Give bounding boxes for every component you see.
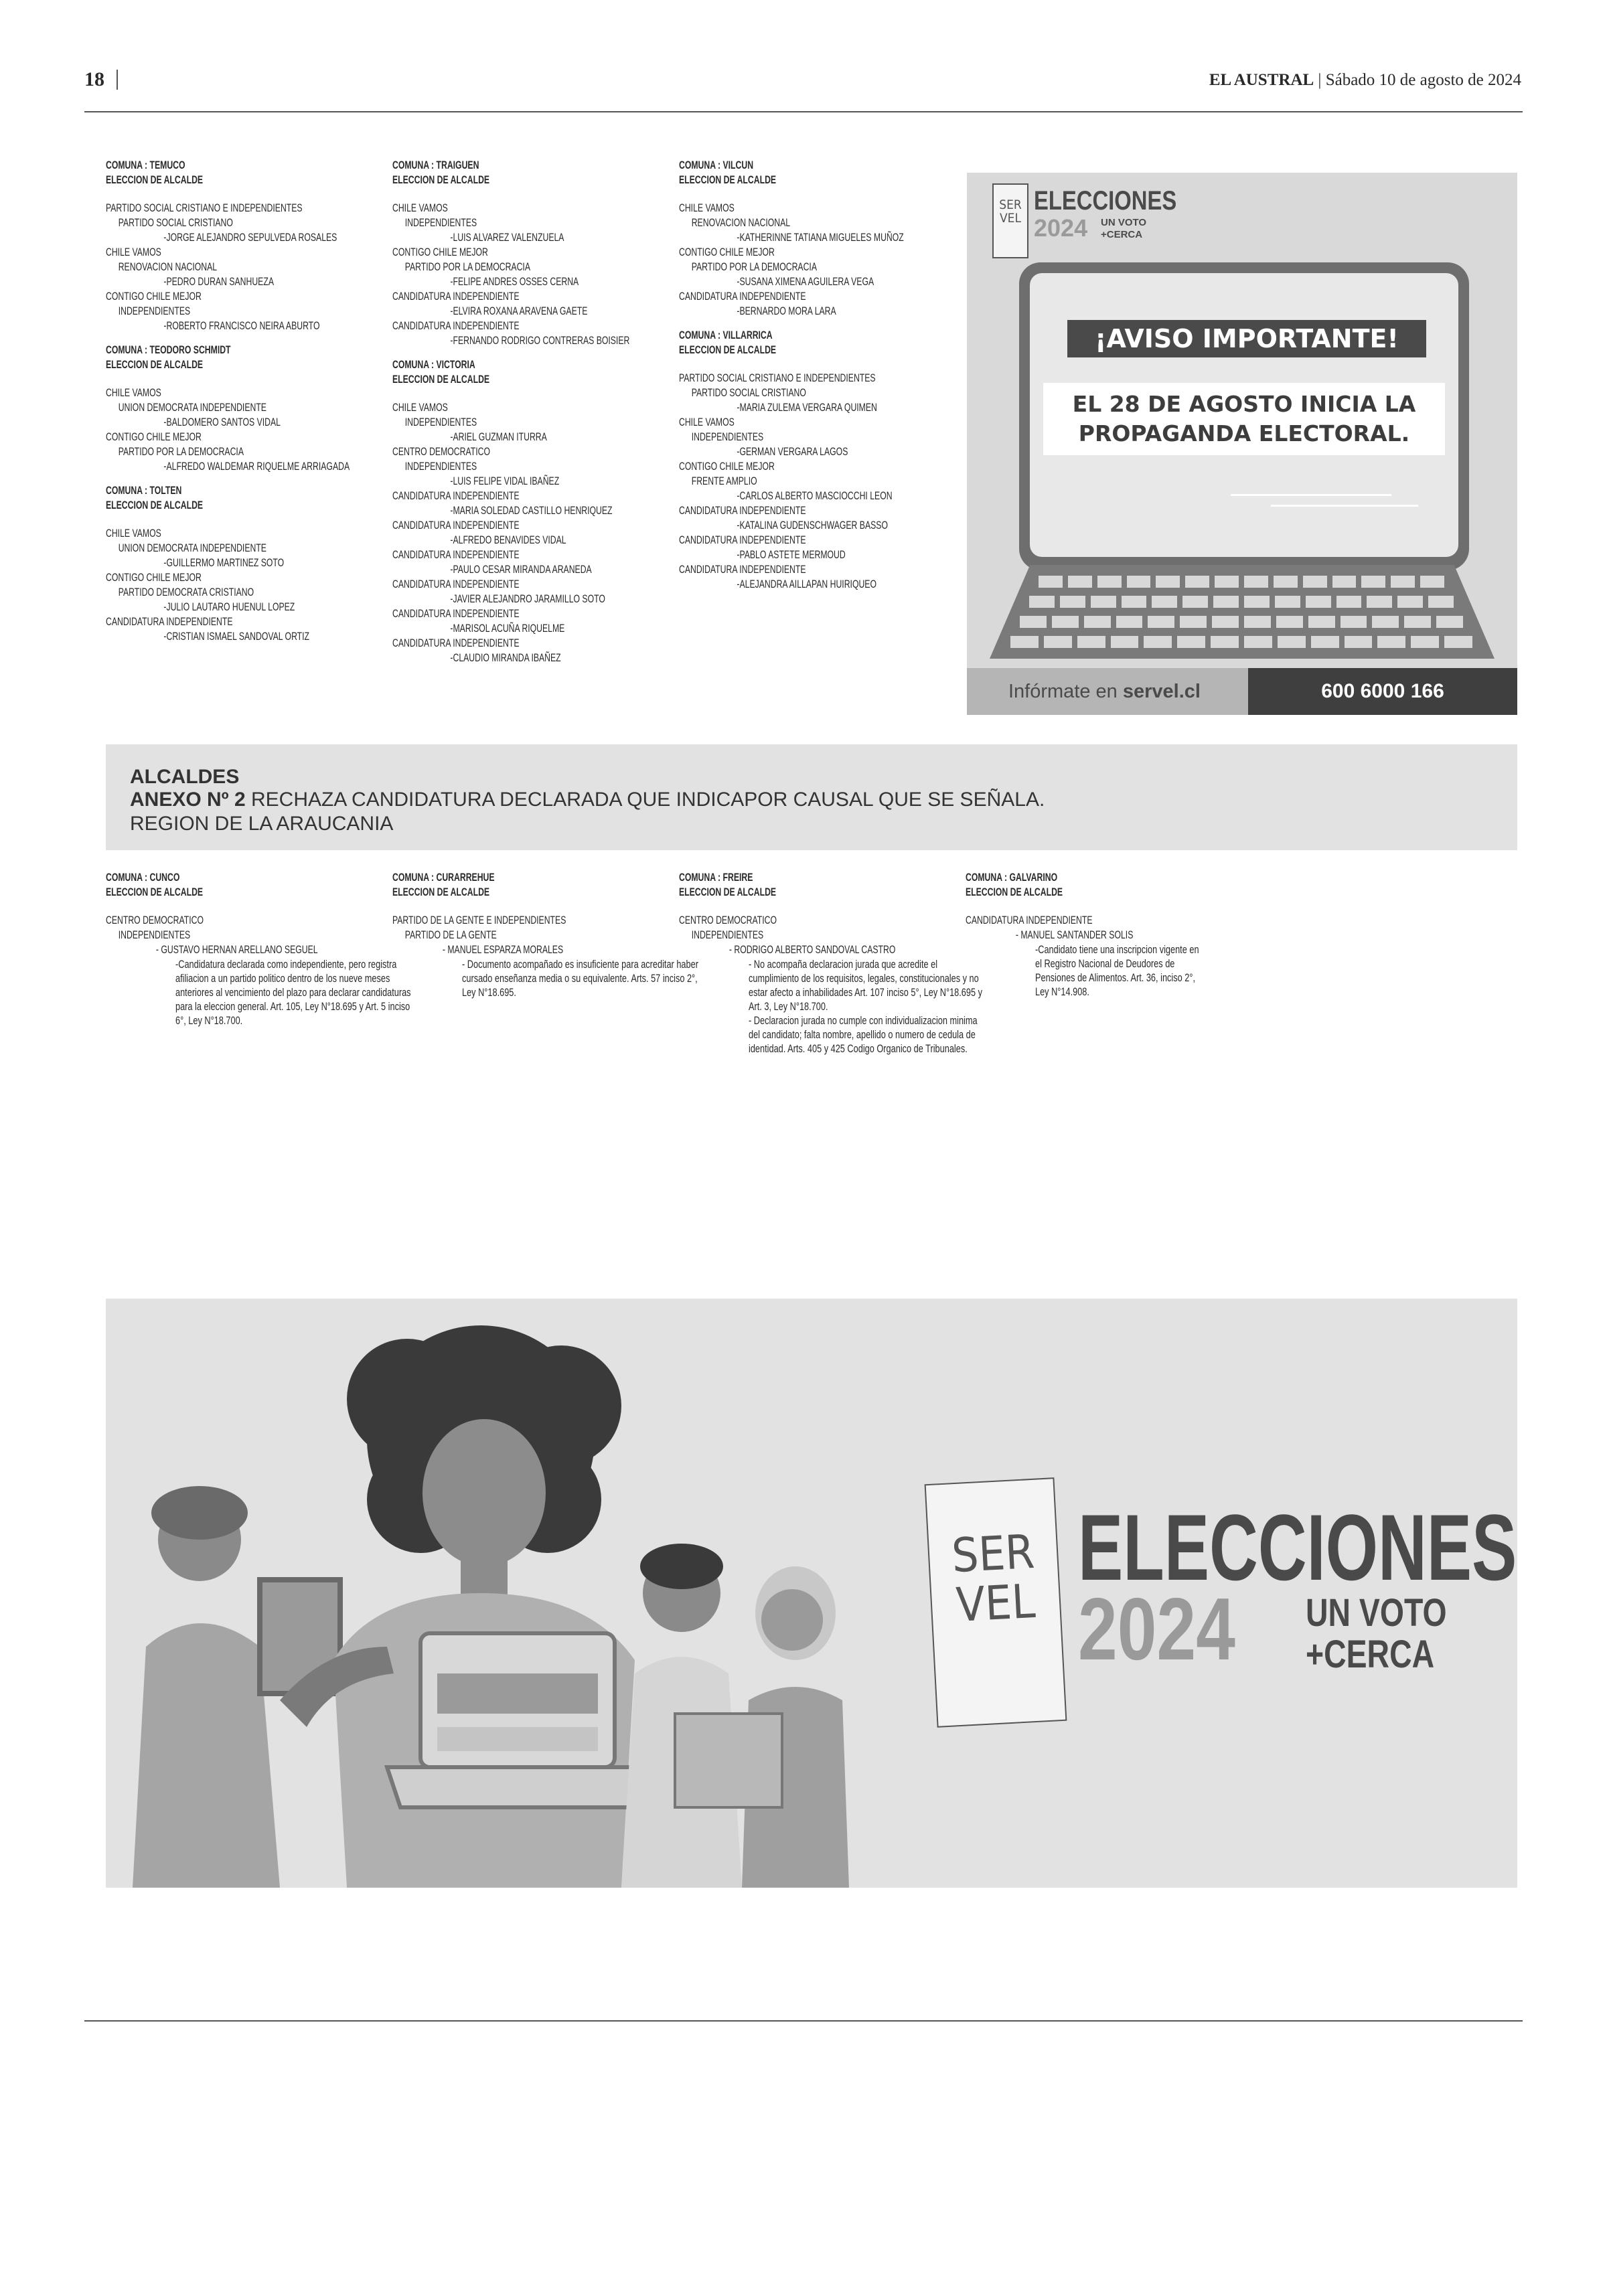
laptop-keyboard — [990, 565, 1495, 659]
comuna-heading: COMUNA : TOLTEN — [106, 484, 182, 497]
spacer — [679, 187, 949, 201]
keyboard-key — [1144, 636, 1172, 648]
people-illustration — [106, 1299, 896, 1888]
pact-name: CANDIDATURA INDEPENDIENTE — [392, 578, 520, 590]
servel-logo-line2: VEL — [999, 211, 1021, 226]
screen-deco-line — [1231, 494, 1391, 496]
aviso-banner: ¡AVISO IMPORTANTE! — [1067, 320, 1426, 357]
spacer — [392, 387, 662, 400]
candidate-name: -JULIO LAUTARO HUENUL LOPEZ — [163, 600, 295, 613]
comuna-heading: COMUNA : VILLARRICA — [679, 329, 773, 341]
keyboard-key — [1116, 616, 1143, 628]
pact-name: CANDIDATURA INDEPENDIENTE — [392, 290, 520, 303]
candidate-name: -ELVIRA ROXANA ARAVENA GAETE — [450, 305, 588, 317]
slogan-line1: UN VOTO — [1306, 1591, 1447, 1635]
keyboard-key — [1156, 576, 1180, 588]
eleccion-heading: ELECCION DE ALCALDE — [392, 373, 490, 386]
party: CENTRO DEMOCRATICO — [679, 914, 777, 926]
comuna-block — [106, 158, 376, 333]
party-name: PARTIDO DEMOCRATA CRISTIANO — [118, 586, 254, 598]
laptop-screen — [1030, 273, 1458, 557]
anexo-text: RECHAZA CANDIDATURA DECLARADA QUE INDICAPOR CAUSAL QUE SE SEÑALA. — [245, 789, 1045, 811]
party-name: RENOVACION NACIONAL — [118, 260, 218, 273]
candidate-name: -ARIEL GUZMAN ITURRA — [450, 430, 547, 443]
party: CENTRO DEMOCRATICO — [106, 914, 204, 926]
aviso-message-line2: PROPAGANDA ELECTORAL. — [1078, 420, 1410, 446]
candidate-name: -LUIS ALVAREZ VALENZUELA — [450, 231, 564, 244]
column-3 — [679, 158, 949, 601]
pact-name: CANDIDATURA INDEPENDIENTE — [392, 637, 520, 649]
comuna-heading: COMUNA : GALVARINO — [966, 871, 1058, 884]
comuna-block — [679, 158, 949, 319]
candidate-name: -CRISTIAN ISMAEL SANDOVAL ORTIZ — [163, 630, 310, 643]
keyboard-key — [1397, 596, 1423, 608]
keyboard-key — [1411, 636, 1439, 648]
pact-name: CANDIDATURA INDEPENDIENTE — [392, 489, 520, 502]
rechazo-column-3 — [679, 870, 982, 1056]
footer-phone: 600 6000 166 — [1248, 668, 1517, 715]
candidate-name: -MARIA SOLEDAD CASTILLO HENRIQUEZ — [450, 504, 613, 517]
pact-name: CANDIDATURA INDEPENDIENTE — [679, 504, 806, 517]
keyboard-key — [1111, 636, 1139, 648]
keyboard-key — [1010, 636, 1039, 648]
issue-date: Sábado 10 de agosto de 2024 — [1325, 71, 1521, 89]
candidate-name: -KATHERINNE TATIANA MIGUELES MUÑOZ — [737, 231, 904, 244]
servel-logo-line1: SER — [999, 197, 1022, 212]
elecciones-wordmark: ELECCIONES — [1078, 1495, 1517, 1600]
rejection-note: -Candidatura declarada como independiente, pero registra afiliacion a un partido politico dentro de los nueve meses anteriores al vencimiento del plazo para declarar candidaturas para la eleccion general. Art. 105, Ley N°18.695 y Art. 5 inciso 6°, Ley N°18.700. — [175, 958, 411, 1027]
candidate-name: -FELIPE ANDRES OSSES CERNA — [450, 275, 579, 288]
keyboard-key — [1308, 616, 1335, 628]
comuna-heading: COMUNA : TEODORO SCHMIDT — [106, 343, 231, 356]
rejection-note: - No acompaña declaracion jurada que acredite el cumplimiento de los requisitos, legales, constitucionales y no estar afecto a inhabilidades Art. 107 inciso 5°, Ley N°18.695 y Art. 3, Ley N°18.700. — [749, 958, 982, 1013]
candidate-name: -JAVIER ALEJANDRO JARAMILLO SOTO — [450, 592, 605, 605]
column-2 — [392, 158, 662, 675]
candidate-name: -GERMAN VERGARA LAGOS — [737, 445, 848, 458]
keyboard-key — [1052, 616, 1079, 628]
column-1 — [106, 158, 376, 653]
pact-name: CONTIGO CHILE MEJOR — [679, 246, 775, 258]
subparty: PARTIDO DE LA GENTE — [404, 928, 497, 941]
keyboard-key — [1185, 576, 1209, 588]
party-name: FRENTE AMPLIO — [691, 475, 757, 487]
spacer — [106, 513, 376, 526]
eleccion-heading: ELECCION DE ALCALDE — [106, 886, 204, 898]
party: PARTIDO DE LA GENTE E INDEPENDIENTES — [392, 914, 566, 926]
aviso-message-line1: EL 28 DE AGOSTO INICIA LA — [1072, 391, 1416, 417]
spacer — [106, 372, 376, 386]
keyboard-key — [1332, 576, 1357, 588]
candidate-name: -JORGE ALEJANDRO SEPULVEDA ROSALES — [163, 231, 337, 244]
pact-name: CHILE VAMOS — [106, 386, 161, 399]
keyboard-key — [1060, 596, 1085, 608]
candidate-name: -MARIA ZULEMA VERGARA QUIMEN — [737, 401, 877, 414]
pact-name: CANDIDATURA INDEPENDIENTE — [392, 607, 520, 620]
eleccion-heading: ELECCION DE ALCALDE — [106, 499, 204, 511]
candidate-name: -KATALINA GUDENSCHWAGER BASSO — [737, 519, 888, 531]
keyboard-key — [1391, 576, 1415, 588]
party-name: PARTIDO POR LA DEMOCRACIA — [691, 260, 817, 273]
servel-logo-line1: SER — [950, 1524, 1037, 1584]
rechazo-column-4 — [966, 870, 1233, 999]
keyboard-key — [1303, 576, 1327, 588]
anexo-title: ALCALDES — [130, 766, 240, 788]
publication-name: EL AUSTRAL — [1209, 71, 1314, 89]
keyboard-key — [1244, 636, 1272, 648]
ad-footer — [967, 668, 1517, 715]
pact-name: CANDIDATURA INDEPENDIENTE — [679, 563, 806, 576]
comuna-block — [392, 158, 662, 348]
elecciones-year: 2024 — [1034, 214, 1088, 242]
party-name: UNION DEMOCRATA INDEPENDIENTE — [118, 401, 266, 414]
keyboard-key — [1213, 596, 1239, 608]
comuna-heading: COMUNA : VICTORIA — [392, 358, 475, 371]
keyboard-key — [1044, 636, 1072, 648]
keyboard-key — [1404, 616, 1431, 628]
keyboard-key — [1274, 576, 1298, 588]
keyboard-key — [1276, 616, 1303, 628]
pact-name: CONTIGO CHILE MEJOR — [106, 430, 202, 443]
spacer — [106, 187, 376, 201]
keyboard-key — [1420, 576, 1444, 588]
comuna-heading: COMUNA : TRAIGUEN — [392, 159, 479, 171]
keyboard-key — [1182, 596, 1208, 608]
pact-name: CANDIDATURA INDEPENDIENTE — [392, 548, 520, 561]
rejected-candidate: - MANUEL ESPARZA MORALES — [442, 943, 564, 956]
keyboard-key — [1020, 616, 1047, 628]
servel-logo-box — [992, 183, 1028, 258]
keyboard-key — [1377, 636, 1405, 648]
comuna-block — [106, 343, 376, 474]
aviso-message — [1043, 383, 1445, 455]
pact-name: PARTIDO SOCIAL CRISTIANO E INDEPENDIENTES — [106, 201, 303, 214]
party-name: RENOVACION NACIONAL — [691, 216, 791, 229]
candidate-name: -PABLO ASTETE MERMOUD — [737, 548, 846, 561]
masthead — [1209, 71, 1521, 90]
keyboard-key — [1367, 596, 1392, 608]
keyboard-key — [1244, 596, 1270, 608]
keyboard-key — [1091, 596, 1116, 608]
keyboard-key — [1152, 596, 1177, 608]
party-name: PARTIDO POR LA DEMOCRACIA — [118, 445, 244, 458]
candidate-name: -PAULO CESAR MIRANDA ARANEDA — [450, 563, 592, 576]
keyboard-key — [1372, 616, 1399, 628]
header-rule — [84, 111, 1523, 112]
eleccion-heading: ELECCION DE ALCALDE — [679, 886, 777, 898]
candidate-name: -SUSANA XIMENA AGUILERA VEGA — [737, 275, 874, 288]
rechazo-column-1 — [106, 870, 411, 1028]
slogan-line2: +CERCA — [1306, 1633, 1435, 1676]
comuna-heading: COMUNA : CUNCO — [106, 871, 180, 884]
party-name: PARTIDO SOCIAL CRISTIANO — [118, 216, 233, 229]
servel-ad-aviso — [967, 173, 1517, 715]
party-name: PARTIDO SOCIAL CRISTIANO — [691, 386, 806, 399]
keyboard-key — [1311, 636, 1339, 648]
party-name: INDEPENDIENTES — [118, 305, 191, 317]
candidate-name: -ALEJANDRA AILLAPAN HUIRIQUEO — [737, 578, 876, 590]
slogan-line1: UN VOTO — [1101, 217, 1147, 228]
footer-prefix: Infórmate en — [1008, 681, 1123, 702]
rejection-note: - Declaracion jurada no cumple con individualizacion minima del candidato; falta nombre, apellido o numero de cedula de identidad. Arts. 405 y 425 Codigo Organico de Tribunales. — [749, 1014, 978, 1055]
eleccion-heading: ELECCION DE ALCALDE — [679, 343, 777, 356]
eleccion-heading: ELECCION DE ALCALDE — [392, 173, 490, 186]
page-number-divider — [117, 70, 118, 90]
pact-name: CHILE VAMOS — [392, 201, 448, 214]
keyboard-key — [1336, 596, 1362, 608]
keyboard-key — [1428, 596, 1454, 608]
keyboard-key — [1177, 636, 1205, 648]
keyboard-key — [1341, 616, 1367, 628]
pact-name: CONTIGO CHILE MEJOR — [679, 460, 775, 473]
pact-name: CHILE VAMOS — [106, 246, 161, 258]
eleccion-heading: ELECCION DE ALCALDE — [106, 173, 204, 186]
party-name: INDEPENDIENTES — [404, 416, 477, 428]
rechazo-column-2 — [392, 870, 698, 999]
rejection-note: - Documento acompañado es insuficiente para acreditar haber cursado enseñanza media o su equivalente. Arts. 57 inciso 2°, Ley N°18.695. — [462, 958, 698, 999]
keyboard-key — [1097, 576, 1122, 588]
keyboard-key — [1084, 616, 1111, 628]
candidate-name: -ROBERTO FRANCISCO NEIRA ABURTO — [163, 319, 320, 332]
pact-name: CHILE VAMOS — [106, 527, 161, 540]
rejected-candidate: - GUSTAVO HERNAN ARELLANO SEGUEL — [155, 943, 318, 956]
comuna-heading: COMUNA : VILCUN — [679, 159, 754, 171]
footer-site: servel.cl — [1122, 681, 1201, 702]
pact-name: CANDIDATURA INDEPENDIENTE — [392, 519, 520, 531]
keyboard-key — [1148, 616, 1174, 628]
comuna-block — [679, 328, 949, 592]
keyboard-key — [1345, 636, 1373, 648]
candidate-name: -CLAUDIO MIRANDA IBAÑEZ — [450, 651, 561, 664]
pact-name: CONTIGO CHILE MEJOR — [106, 571, 202, 584]
eleccion-heading: ELECCION DE ALCALDE — [106, 358, 204, 371]
comuna-heading: COMUNA : FREIRE — [679, 871, 753, 884]
keyboard-key — [1436, 616, 1463, 628]
party-name: UNION DEMOCRATA INDEPENDIENTE — [118, 542, 266, 554]
rejected-candidate: - MANUEL SANTANDER SOLIS — [1015, 928, 1134, 941]
keyboard-key — [1244, 576, 1268, 588]
spacer — [679, 357, 949, 371]
candidate-name: -ALFREDO BENAVIDES VIDAL — [450, 534, 566, 546]
candidate-name: -CARLOS ALBERTO MASCIOCCHI LEON — [737, 489, 893, 502]
pact-name: CHILE VAMOS — [679, 201, 735, 214]
candidate-name: -PEDRO DURAN SANHUEZA — [163, 275, 274, 288]
keyboard-key — [1068, 576, 1092, 588]
keyboard-key — [1244, 616, 1271, 628]
keyboard-key — [1306, 596, 1331, 608]
keyboard-key — [1361, 576, 1385, 588]
pact-name: CANDIDATURA INDEPENDIENTE — [106, 615, 233, 628]
anexo-label: ANEXO Nº 2 — [130, 789, 246, 811]
keyboard-key — [1275, 596, 1300, 608]
pact-name: CENTRO DEMOCRATICO — [392, 445, 490, 458]
eleccion-heading: ELECCION DE ALCALDE — [392, 886, 490, 898]
candidate-name: -BERNARDO MORA LARA — [737, 305, 836, 317]
comuna-block — [106, 483, 376, 644]
comuna-block — [392, 357, 662, 665]
party-name: INDEPENDIENTES — [404, 460, 477, 473]
elecciones-year: 2024 — [1078, 1580, 1235, 1678]
party-name: PARTIDO POR LA DEMOCRACIA — [404, 260, 530, 273]
keyboard-key — [1278, 636, 1306, 648]
anexo-line — [130, 789, 1045, 811]
page-number: 18 — [84, 68, 104, 90]
candidate-name: -MARISOL ACUÑA RIQUELME — [450, 622, 565, 635]
pact-name: CHILE VAMOS — [679, 416, 735, 428]
spacer — [392, 187, 662, 201]
keyboard-key — [1127, 576, 1151, 588]
servel-logo-box — [925, 1477, 1067, 1728]
spacer — [106, 900, 374, 913]
candidate-name: -FERNANDO RODRIGO CONTRERAS BOISIER — [450, 334, 630, 347]
keyboard-key — [1029, 596, 1055, 608]
slogan-line2: +CERCA — [1101, 229, 1143, 240]
keyboard-key — [1215, 576, 1239, 588]
laptop-illustration — [1019, 262, 1469, 570]
candidate-name: -GUILLERMO MARTINEZ SOTO — [163, 556, 285, 569]
pact-name: PARTIDO SOCIAL CRISTIANO E INDEPENDIENTES — [679, 372, 876, 384]
comuna-heading: COMUNA : CURARREHUE — [392, 871, 495, 884]
candidate-name: -BALDOMERO SANTOS VIDAL — [163, 416, 281, 428]
footer-rule — [84, 2020, 1523, 2022]
spacer — [966, 900, 1233, 913]
candidate-name: -LUIS FELIPE VIDAL IBAÑEZ — [450, 475, 560, 487]
keyboard-key — [1212, 616, 1239, 628]
keyboard-key — [1180, 616, 1207, 628]
screen-deco-line — [1271, 505, 1418, 507]
subparty: INDEPENDIENTES — [118, 928, 191, 941]
anexo-header — [106, 744, 1517, 850]
rejected-candidate: - RODRIGO ALBERTO SANDOVAL CASTRO — [729, 943, 896, 956]
keyboard-key — [1211, 636, 1239, 648]
keyboard-key — [1077, 636, 1105, 648]
pact-name: CONTIGO CHILE MEJOR — [106, 290, 202, 303]
masthead-sep: | — [1314, 71, 1326, 89]
pact-name: CANDIDATURA INDEPENDIENTE — [679, 534, 806, 546]
footer-info — [1008, 668, 1201, 715]
spacer — [392, 900, 660, 913]
party-name: INDEPENDIENTES — [404, 216, 477, 229]
pact-name: CANDIDATURA INDEPENDIENTE — [679, 290, 806, 303]
servel-ad-elecciones — [106, 1299, 1517, 1888]
party: CANDIDATURA INDEPENDIENTE — [966, 914, 1093, 926]
spacer — [679, 900, 947, 913]
anexo-region: REGION DE LA ARAUCANIA — [130, 813, 394, 835]
pact-name: CONTIGO CHILE MEJOR — [392, 246, 488, 258]
servel-logo-line2: VEL — [955, 1573, 1037, 1633]
keyboard-key — [1039, 576, 1063, 588]
pact-name: CANDIDATURA INDEPENDIENTE — [392, 319, 520, 332]
pact-name: CHILE VAMOS — [392, 401, 448, 414]
keyboard-key — [1444, 636, 1472, 648]
comuna-heading: COMUNA : TEMUCO — [106, 159, 185, 171]
subparty: INDEPENDIENTES — [691, 928, 764, 941]
eleccion-heading: ELECCION DE ALCALDE — [679, 173, 777, 186]
rejection-note: -Candidato tiene una inscripcion vigente en el Registro Nacional de Deudores de Pensiones de Alimentos. Art. 36, inciso 2°, Ley N°14.908. — [1035, 943, 1199, 998]
candidate-name: -ALFREDO WALDEMAR RIQUELME ARRIAGADA — [163, 460, 350, 473]
party-name: INDEPENDIENTES — [691, 430, 764, 443]
elecciones-wordmark: ELECCIONES — [1034, 186, 1177, 216]
keyboard-key — [1122, 596, 1147, 608]
eleccion-heading: ELECCION DE ALCALDE — [966, 886, 1063, 898]
